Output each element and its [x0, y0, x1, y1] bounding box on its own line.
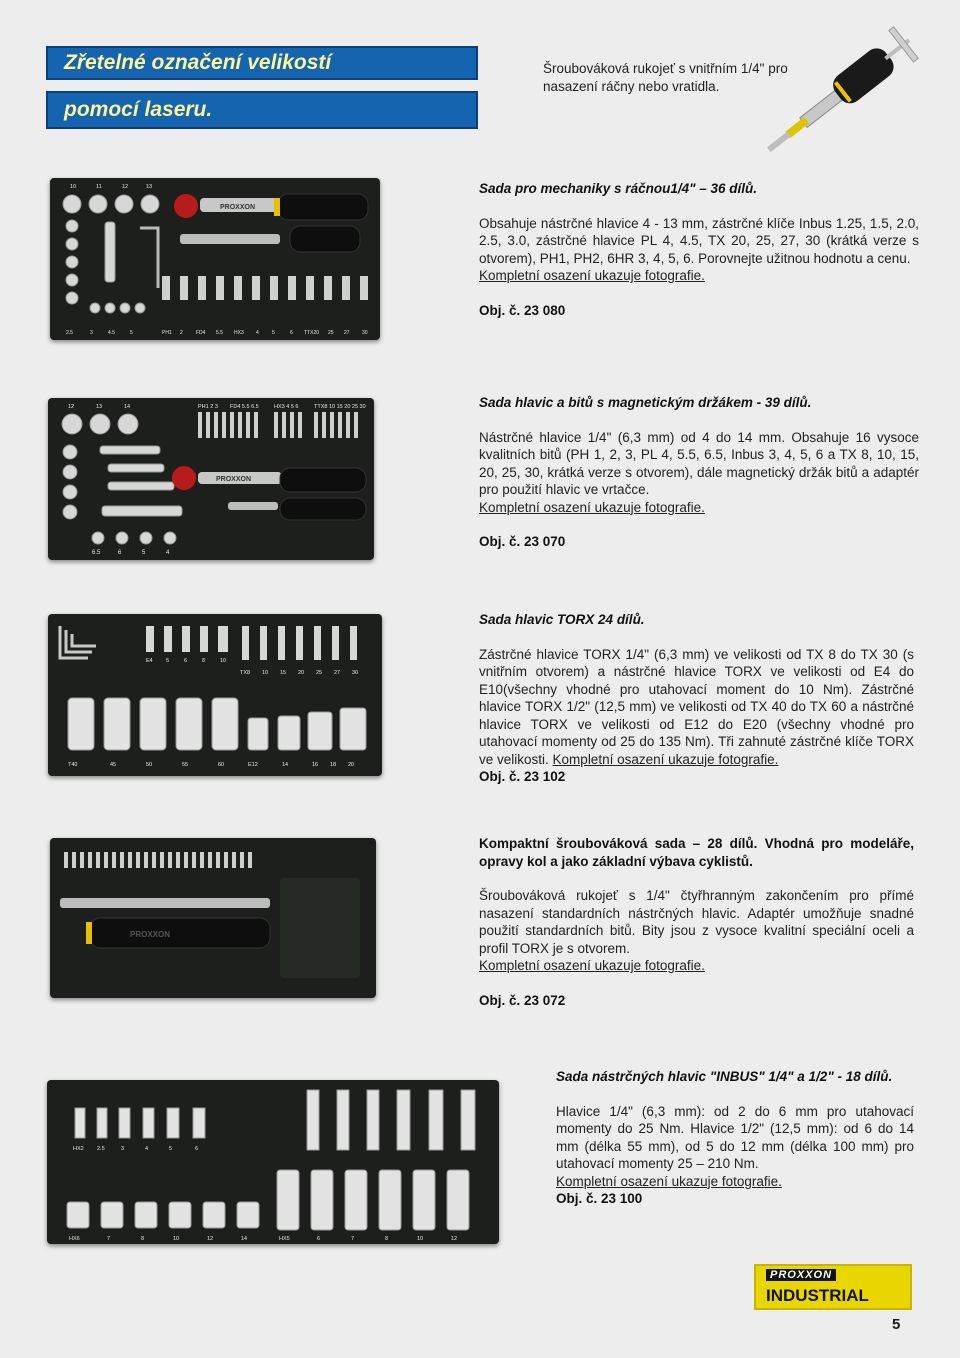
t3-b3: 55 — [182, 762, 189, 768]
logo-line: INDUSTRIAL — [766, 1286, 869, 1305]
t1-b12: TTX20 — [304, 330, 320, 336]
t5-top-3: 4 — [145, 1146, 149, 1152]
t3-b6: 14 — [282, 762, 289, 768]
product-body: Šroubováková rukojeť s 1/4" čtyřhranným zakončením pro přímé nasazení standardních nástrčných hlavic. Adaptér umožňuje snadné použití standardních bitů. Bity jsou z vysoce kvalitní speciální oceli a profil TORX je s otvorem. — [479, 888, 914, 956]
tray-23080 — [50, 178, 380, 340]
t3-m1-4: 10 — [220, 658, 227, 664]
proxxon-industrial-logo — [754, 1264, 912, 1310]
t5-b1: 7 — [107, 1236, 111, 1242]
t5-b11: 12 — [451, 1236, 458, 1242]
t5-top-1: 2.5 — [97, 1146, 105, 1152]
t5-b4: 12 — [207, 1236, 214, 1242]
t5-top-5: 6 — [195, 1146, 199, 1152]
logo-brand: PROXXON — [766, 1269, 836, 1281]
t2-b3: 4 — [166, 550, 170, 556]
product-23070 — [479, 394, 919, 551]
t3-m1-3: 8 — [202, 658, 206, 664]
product-body: Obsahuje nástrčné hlavice 4 - 13 mm, zástrčné klíče Inbus 1.25, 1.5, 2.0, 2.5, 3.0, zástrčné hlavice PL 4, 4.5, TX 20, 25, 27, 30 (krátká verze s otvorem), PH1, PH2, 6HR 3, 4, 5, 6. Porovnejte užitnou hodnotu a cenu. — [479, 215, 919, 266]
photo-link[interactable]: Kompletní osazení ukazuje fotografie. — [556, 1173, 782, 1189]
t3-b0: T40 — [68, 762, 78, 768]
t1-b14: 27 — [344, 330, 350, 336]
t1-top-1: 11 — [96, 184, 102, 190]
t3-b1: 45 — [110, 762, 117, 768]
t2-b0: 6.5 — [92, 550, 101, 556]
tray-23100-drawing — [47, 1080, 499, 1244]
t4-brand: PROXXON — [130, 930, 171, 939]
t3-m2-6: 30 — [352, 670, 359, 676]
t2-b2: 5 — [142, 550, 146, 556]
product-body — [479, 646, 914, 769]
t5-b7: 6 — [317, 1236, 321, 1242]
t3-m2-3: 20 — [298, 670, 305, 676]
t1-top-3: 13 — [146, 184, 153, 190]
t3-b4: 60 — [218, 762, 225, 768]
t1-b11: 6 — [290, 330, 293, 336]
t3-m1-2: 6 — [184, 658, 188, 664]
intro-text: Šroubováková rukojeť s vnitřním 1/4" pro nasazení ráčny nebo vratidla. — [543, 61, 788, 94]
product-23080 — [479, 180, 919, 319]
t3-m2-5: 27 — [334, 670, 341, 676]
t5-top-4: 5 — [169, 1146, 173, 1152]
product-title: Sada hlavic a bitů s magnetickým držákem - 39 dílů. — [479, 395, 812, 410]
order-number: Obj. č. 23 072 — [479, 992, 566, 1008]
photo-link[interactable]: Kompletní osazení ukazuje fotografie. — [552, 751, 779, 767]
header-banner-line2 — [46, 91, 478, 129]
order-number: Obj. č. 23 100 — [556, 1191, 643, 1206]
t1-b6: FD4 — [196, 330, 206, 336]
page-number: 5 — [892, 1316, 901, 1333]
t3-b5: E12 — [248, 762, 258, 768]
t3-b8: 18 — [330, 762, 337, 768]
t2-top-2: 14 — [124, 404, 131, 410]
product-body: Hlavice 1/4" (6,3 mm): od 2 do 6 mm pro utahovací momenty do 25 Nm. Hlavice 1/2" (12,5 mm): od 6 do 14 mm (délka 55 mm), od 5 do 12 mm (délka 100 mm) pro utahovací momenty 25 – 210 Nm. — [556, 1103, 914, 1171]
t5-b0: HX6 — [69, 1236, 80, 1242]
t5-b9: 8 — [385, 1236, 389, 1242]
t1-b9: 4 — [256, 330, 259, 336]
t2-top-1: 13 — [96, 404, 103, 410]
t5-b6: HX5 — [279, 1236, 290, 1242]
photo-link[interactable]: Kompletní osazení ukazuje fotografie. — [479, 268, 705, 283]
banner-text-2: pomocí laseru. — [64, 98, 213, 121]
t5-b10: 10 — [417, 1236, 424, 1242]
t2-top-4: FD4 5.5 6.5 — [230, 404, 259, 410]
product-title: Sada nástrčných hlavic "INBUS" 1/4" a 1/2" - 18 dílů. — [556, 1069, 893, 1084]
t2-top-0: 12 — [68, 404, 75, 410]
t1-brand: PROXXON — [220, 204, 256, 211]
t1-b7: 5.5 — [216, 330, 223, 336]
t2-brand: PROXXON — [216, 476, 252, 483]
product-23100 — [556, 1068, 914, 1208]
t1-b3: 5 — [130, 330, 133, 336]
t3-b2: 50 — [146, 762, 153, 768]
t2-top-6: TTX8 10 15 20 25 30 — [314, 404, 366, 410]
tray-23072-drawing — [50, 838, 376, 998]
t1-b1: 3 — [90, 330, 93, 336]
t1-b5: 2 — [180, 330, 183, 336]
tray-23080-drawing — [50, 178, 380, 340]
t3-m2-1: 10 — [262, 670, 269, 676]
header-banner-line1 — [46, 46, 478, 80]
banner-text-1: Zřetelné označení velikostí — [64, 51, 332, 74]
product-title: Sada hlavic TORX 24 dílů. — [479, 612, 645, 627]
tray-23070 — [48, 398, 374, 560]
tray-23070-drawing — [48, 398, 374, 560]
t5-top-2: 3 — [121, 1146, 125, 1152]
t3-m1-0: E4 — [146, 658, 153, 664]
product-23072 — [479, 835, 914, 1009]
t3-m2-2: 15 — [280, 670, 287, 676]
order-number: Obj. č. 23 102 — [479, 769, 566, 784]
t1-top-0: 10 — [70, 184, 77, 190]
order-number: Obj. č. 23 080 — [479, 302, 566, 318]
t1-b15: 30 — [362, 330, 368, 336]
t5-b8: 7 — [351, 1236, 355, 1242]
t1-b2: 4.5 — [108, 330, 115, 336]
t3-m1-1: 5 — [166, 658, 170, 664]
tray-23100 — [47, 1080, 499, 1244]
product-body: Nástrčné hlavice 1/4" (6,3 mm) od 4 do 14 mm. Obsahuje 16 vysoce kvalitních bitů (PH 1, 2, 3, PL 4, 5.5, 6.5, Inbus 3, 4, 5, 6 a TX 8, 10, 15, 20, 25, 30, krátká verze s otvorem), dále magnetický držák bitů a adaptér pro použití hlavic ve vrtačce. — [479, 429, 919, 497]
product-23102 — [479, 611, 914, 786]
order-number: Obj. č. 23 070 — [479, 534, 566, 549]
tray-23072 — [50, 838, 376, 998]
tray-23102-drawing — [48, 614, 382, 776]
t2-top-5: HX3 4 5 6 — [274, 404, 299, 410]
t1-b0: 2.5 — [66, 330, 73, 336]
t3-b7: 16 — [312, 762, 319, 768]
t5-b2: 8 — [141, 1236, 145, 1242]
product-title: Kompaktní šroubováková sada – 28 dílů. Vhodná pro modeláře, opravy kol a jako základní výbava cyklistů. — [479, 836, 914, 869]
t1-b8: HX3 — [234, 330, 244, 336]
t2-top-3: PH1 2 3 — [198, 404, 218, 410]
photo-link[interactable]: Kompletní osazení ukazuje fotografie. — [479, 499, 705, 515]
t1-b13: 25 — [328, 330, 334, 336]
t3-b9: 20 — [348, 762, 355, 768]
t2-b1: 6 — [118, 550, 122, 556]
t1-top-2: 12 — [122, 184, 129, 190]
t5-b3: 10 — [173, 1236, 180, 1242]
t1-b4: PH1 — [162, 330, 172, 336]
tray-23102 — [48, 614, 382, 776]
t5-b5: 14 — [241, 1236, 248, 1242]
t5-top-0: HX2 — [73, 1146, 84, 1152]
screwdriver-handle-image — [735, 18, 935, 178]
photo-link[interactable]: Kompletní osazení ukazuje fotografie. — [479, 958, 705, 973]
product-body-text: Zástrčné hlavice TORX 1/4" (6,3 mm) ve velikosti od TX 8 do TX 30 (s vnitřním otvorem) a nástrčné hlavice TORX ve velikosti od E4 do E10(všechny vhodné pro utahovací moment do 10 Nm). Zástrčné hlavice TORX 1/2" (12,5 mm) ve velikosti od TX 40 do TX 60 a nástrčné hlavice TORX ve velikosti od E12 do E20 (všechny vhodné pro utahovací momenty od 25 do 135 Nm). Tři zahnuté zástrčné klíče TORX ve velikosti. — [479, 646, 914, 767]
t1-b10: 5 — [272, 330, 275, 336]
t3-m2-0: TX8 — [240, 670, 251, 676]
t3-m2-4: 25 — [316, 670, 323, 676]
product-title: Sada pro mechaniky s ráčnou1/4" – 36 dílů. — [479, 181, 758, 196]
